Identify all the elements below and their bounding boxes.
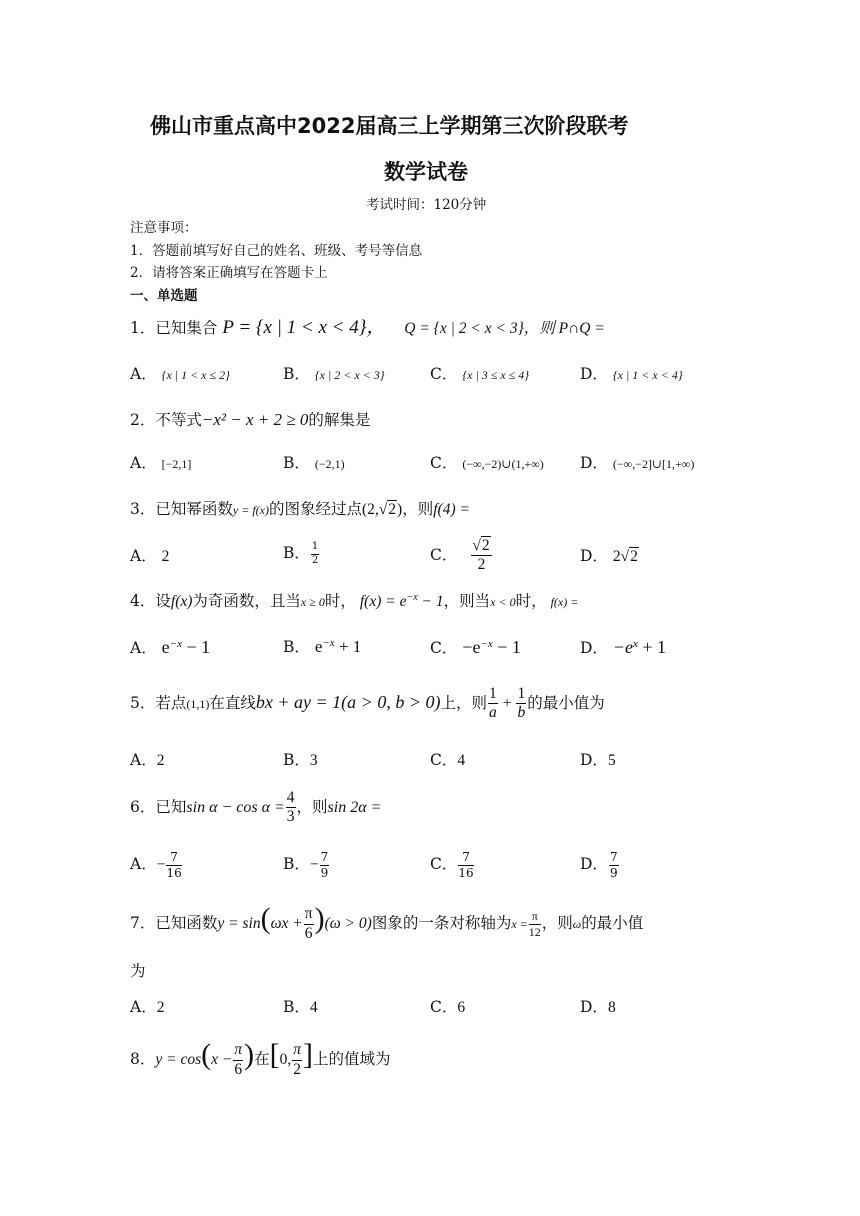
denominator: 6 — [234, 1060, 243, 1078]
option-value: {x | 1 < x < 4} — [612, 368, 683, 382]
denominator: 2 — [293, 1060, 302, 1078]
option-value: 6 — [457, 999, 466, 1016]
numerator: π — [292, 1042, 302, 1060]
function-expr: f(x) — [170, 593, 193, 611]
option-value: 5 — [607, 752, 616, 769]
definition-tail: − 1 — [417, 593, 444, 611]
option-value: (−∞,−2)∪(1,+∞) — [462, 457, 544, 471]
q3-option-c — [430, 538, 493, 574]
denominator: 6 — [304, 924, 313, 942]
tail: + 1 — [637, 637, 667, 657]
question-text: 在 — [254, 1050, 270, 1068]
tail: − 1 — [492, 637, 521, 657]
option-label: A． — [130, 547, 157, 565]
question-number: 6． — [130, 797, 156, 816]
question-number: 3． — [130, 500, 156, 518]
base: −e — [462, 637, 481, 657]
question-text: 的最小值为 — [527, 693, 605, 712]
option-label: B． — [283, 998, 310, 1016]
option-value: (−2,1) — [314, 457, 345, 471]
option-value: 8 — [607, 999, 616, 1016]
q7-option-c — [430, 1000, 465, 1016]
denominator: 9 — [609, 865, 618, 880]
denominator: 2 — [477, 556, 486, 574]
option-value: 2 — [161, 548, 170, 565]
option-value: {x | 3 ≤ x ≤ 4} — [462, 368, 530, 382]
function-expr: y = f(x) — [232, 503, 269, 517]
question-text: 已知幂函数 — [155, 500, 233, 518]
omega-symbol: ω — [572, 917, 582, 931]
tail: − 1 — [181, 637, 211, 657]
question-number: 7． — [130, 914, 156, 932]
option-label: A． — [130, 751, 157, 769]
option-label: A． — [130, 855, 157, 874]
coefficient: 2 — [612, 548, 621, 565]
question-7: 7．已知函数y = sin(ωx + $\frac{\pi}{6}$ )(ω > 0)图象的一条对称轴为x = $\frac{\pi}{12}$ ，则ω的最小值 — [130, 902, 644, 942]
option-value: 2 — [156, 999, 165, 1016]
exam-time: 考试时间：120分钟 — [366, 197, 487, 213]
denominator: 2 — [311, 554, 319, 566]
option-value: (−∞,−2]∪[1,+∞) — [612, 457, 695, 471]
option-label: A． — [130, 454, 157, 472]
q7-option-d — [580, 1000, 616, 1016]
option-label: D． — [580, 365, 608, 383]
fraction-pi-over-6 — [233, 1042, 243, 1078]
fraction-pi-over-2 — [292, 1042, 302, 1078]
question-text: ，则 — [402, 500, 434, 518]
q5-option-c — [430, 753, 465, 769]
question-text: 为奇函数，且当 — [192, 592, 301, 611]
question-text: 若点 — [155, 693, 187, 712]
numerator: 2 — [481, 537, 490, 554]
point-expr: (2, — [361, 501, 379, 518]
q2-option-b — [283, 456, 345, 472]
numerator: 7 — [458, 851, 473, 866]
option-label: D． — [580, 454, 608, 472]
question-4 — [130, 593, 578, 610]
option-label: A． — [130, 639, 157, 657]
point-expr-close: ) — [397, 501, 403, 518]
option-label: B． — [283, 638, 310, 657]
question-1 — [130, 318, 605, 337]
denominator: 3 — [286, 808, 295, 826]
question-text: 不等式 — [155, 411, 202, 429]
notice-item-1: 1．答题前填写好自己的姓名、班级、考号等信息 — [130, 243, 423, 259]
option-value: [−2,1] — [161, 457, 192, 471]
option-label: C． — [430, 545, 458, 564]
question-text: 已知函数 — [155, 914, 218, 932]
question-5 — [130, 686, 605, 722]
function-name: y = sin — [217, 915, 261, 932]
ask-expr: f(4) = — [433, 501, 470, 518]
q4-option-a — [130, 638, 210, 657]
numerator: 7 — [609, 850, 618, 864]
option-label: D． — [580, 639, 608, 657]
question-text: ，则 — [296, 797, 328, 816]
question-text: ，则 — [541, 914, 573, 932]
option-value: 4 — [309, 999, 318, 1016]
denominator: 16 — [458, 865, 474, 880]
question-text: 时， — [324, 592, 356, 611]
base: e — [161, 637, 170, 657]
set-q: Q = {x | 2 < x < 3}，则 P∩Q = — [404, 320, 605, 337]
function-arg: x − — [211, 1051, 233, 1068]
q5-option-d — [580, 753, 616, 769]
q3-option-b — [283, 542, 320, 566]
condition: x < 0 — [490, 595, 516, 610]
option-value: 4 — [457, 752, 466, 769]
exponent: −x — [406, 592, 418, 603]
question-text: 已知 — [155, 797, 187, 816]
q5-option-b — [283, 753, 318, 769]
option-label: C． — [430, 855, 458, 874]
option-label: D． — [580, 998, 608, 1016]
fraction — [311, 542, 319, 566]
question-text: 设 — [155, 592, 171, 611]
fraction — [166, 851, 181, 879]
option-value: 3 — [309, 752, 318, 769]
question-3: 3．已知幂函数y = f(x)的图象经过点(2,√2)，则f(4) = — [130, 500, 470, 518]
option-label: D． — [580, 855, 608, 874]
question-number: 4． — [130, 592, 156, 611]
question-text: 时， — [515, 592, 547, 611]
definition: f(x) = e — [359, 593, 407, 611]
notice-item-2: 2．请将答案正确填写在答题卡上 — [130, 265, 328, 281]
notice-heading: 注意事项： — [130, 220, 198, 236]
q1-option-b — [283, 367, 385, 383]
q3-option-d: D． 2√2 — [580, 547, 638, 565]
option-label: C． — [430, 454, 458, 472]
interval-start: 0, — [279, 1051, 292, 1068]
fraction — [458, 851, 473, 879]
page-title: 佛山市重点高中2022届高三上学期第三次阶段联考 — [150, 114, 629, 138]
q7-option-a — [130, 1000, 164, 1016]
ask-expr: f(x) = — [550, 595, 579, 610]
axis-expr: x = — [511, 917, 528, 931]
tail: + 1 — [334, 637, 362, 657]
numerator: 1 — [311, 542, 319, 555]
fraction-four-thirds — [286, 790, 296, 826]
option-value: {x | 2 < x < 3} — [314, 368, 385, 382]
question-8: 8．y = cos(x − $\frac{\pi}{6}$ )在[0, $\frac{\pi}{2}$ ]上的值域为 — [130, 1038, 391, 1078]
base: −e — [612, 637, 634, 657]
question-number: 1． — [130, 319, 156, 337]
option-label: B． — [283, 855, 310, 874]
numerator: 1 — [516, 686, 526, 704]
q1-option-d — [580, 367, 683, 383]
option-label: B． — [283, 544, 310, 562]
question-text: 上的值域为 — [313, 1050, 391, 1068]
function-name: y = cos — [155, 1051, 202, 1068]
base: e — [314, 637, 323, 657]
fraction — [320, 851, 330, 879]
denominator: 16 — [166, 865, 182, 880]
q1-option-c — [430, 367, 529, 383]
option-label: A． — [130, 365, 157, 383]
fraction — [609, 851, 619, 879]
q6-option-a — [130, 851, 183, 879]
question-text: 已知集合 — [155, 319, 218, 337]
question-text: ，则当 — [443, 592, 491, 611]
question-text: 在直线 — [209, 693, 256, 712]
question-number: 5． — [130, 693, 156, 712]
option-value: {x | 1 < x ≤ 2} — [161, 368, 230, 382]
condition: (ω > 0) — [324, 915, 372, 932]
line-equation: bx + ay = 1(a > 0, b > 0) — [255, 691, 441, 712]
numerator: π — [304, 906, 314, 924]
fraction-1-over-b — [516, 686, 526, 722]
option-label: C． — [430, 998, 458, 1016]
numerator: 7 — [320, 850, 329, 864]
q6-option-b — [283, 851, 330, 879]
option-label: B． — [283, 365, 310, 383]
question-2 — [130, 411, 370, 429]
q4-option-d — [580, 638, 666, 657]
function-arg: ωx + — [270, 915, 303, 932]
numerator: 7 — [166, 851, 181, 866]
option-label: D． — [580, 751, 608, 769]
page-subtitle: 数学试卷 — [384, 160, 468, 184]
exponent: −x — [480, 637, 493, 650]
question-6 — [130, 790, 381, 826]
ask-expr: sin 2α = — [327, 798, 382, 816]
condition: x ≥ 0 — [300, 595, 325, 610]
numerator: π — [233, 1042, 243, 1060]
point: (1,1) — [186, 696, 210, 711]
section-heading-single-choice: 一、单选题 — [130, 288, 198, 304]
option-label: B． — [283, 454, 310, 472]
option-label: B． — [283, 751, 310, 769]
option-label: A． — [130, 998, 157, 1016]
option-label: C． — [430, 751, 458, 769]
radicand: 2 — [630, 548, 638, 565]
minus-sign: − — [156, 856, 166, 874]
fraction: $\frac{√2}{2}$ — [472, 537, 490, 574]
option-label: D． — [580, 547, 608, 565]
q2-option-a — [130, 456, 191, 472]
question-text: 上，则 — [440, 693, 487, 712]
plus-sign: + — [502, 694, 512, 712]
numerator: π — [529, 910, 541, 925]
q2-option-c — [430, 456, 544, 472]
radicand: 2 — [388, 501, 397, 518]
exponent: x — [633, 637, 638, 650]
fraction-1-over-a — [488, 686, 498, 722]
q5-option-a — [130, 753, 164, 769]
minus-sign: − — [309, 856, 319, 874]
denominator: b — [517, 704, 526, 722]
q7-option-b — [283, 1000, 318, 1016]
exponent: −x — [169, 637, 182, 650]
option-value: 2 — [156, 752, 165, 769]
q4-option-c — [430, 638, 521, 657]
exponent: −x — [322, 637, 335, 649]
question-number: 2． — [130, 411, 156, 429]
q4-option-b — [283, 638, 361, 656]
inequality: −x² − x + 2 ≥ 0 — [201, 410, 309, 429]
q1-option-a — [130, 367, 230, 383]
question-text: 的最小值 — [581, 914, 644, 932]
q7-wrap-text: 为 — [130, 962, 146, 980]
expression: sin α − cos α = — [186, 798, 285, 816]
set-p: P = {x | 1 < x < 4}， — [222, 317, 386, 338]
q2-option-d — [580, 456, 694, 472]
question-text: 的图象经过点 — [268, 500, 362, 518]
fraction-pi-over-12 — [529, 910, 541, 938]
q3-option-a — [130, 549, 169, 565]
q6-option-d — [580, 851, 620, 879]
option-label: C． — [430, 639, 458, 657]
denominator: 12 — [528, 924, 541, 939]
option-label: C． — [430, 365, 458, 383]
numerator: 1 — [488, 686, 498, 704]
fraction-pi-over-6 — [304, 906, 314, 942]
question-number: 8． — [130, 1050, 156, 1068]
q6-option-c — [430, 851, 475, 879]
numerator: 4 — [286, 790, 296, 808]
denominator: 9 — [320, 865, 329, 880]
denominator: a — [488, 704, 497, 722]
question-text: 的解集是 — [308, 411, 371, 429]
question-text: 图象的一条对称轴为 — [371, 914, 512, 932]
